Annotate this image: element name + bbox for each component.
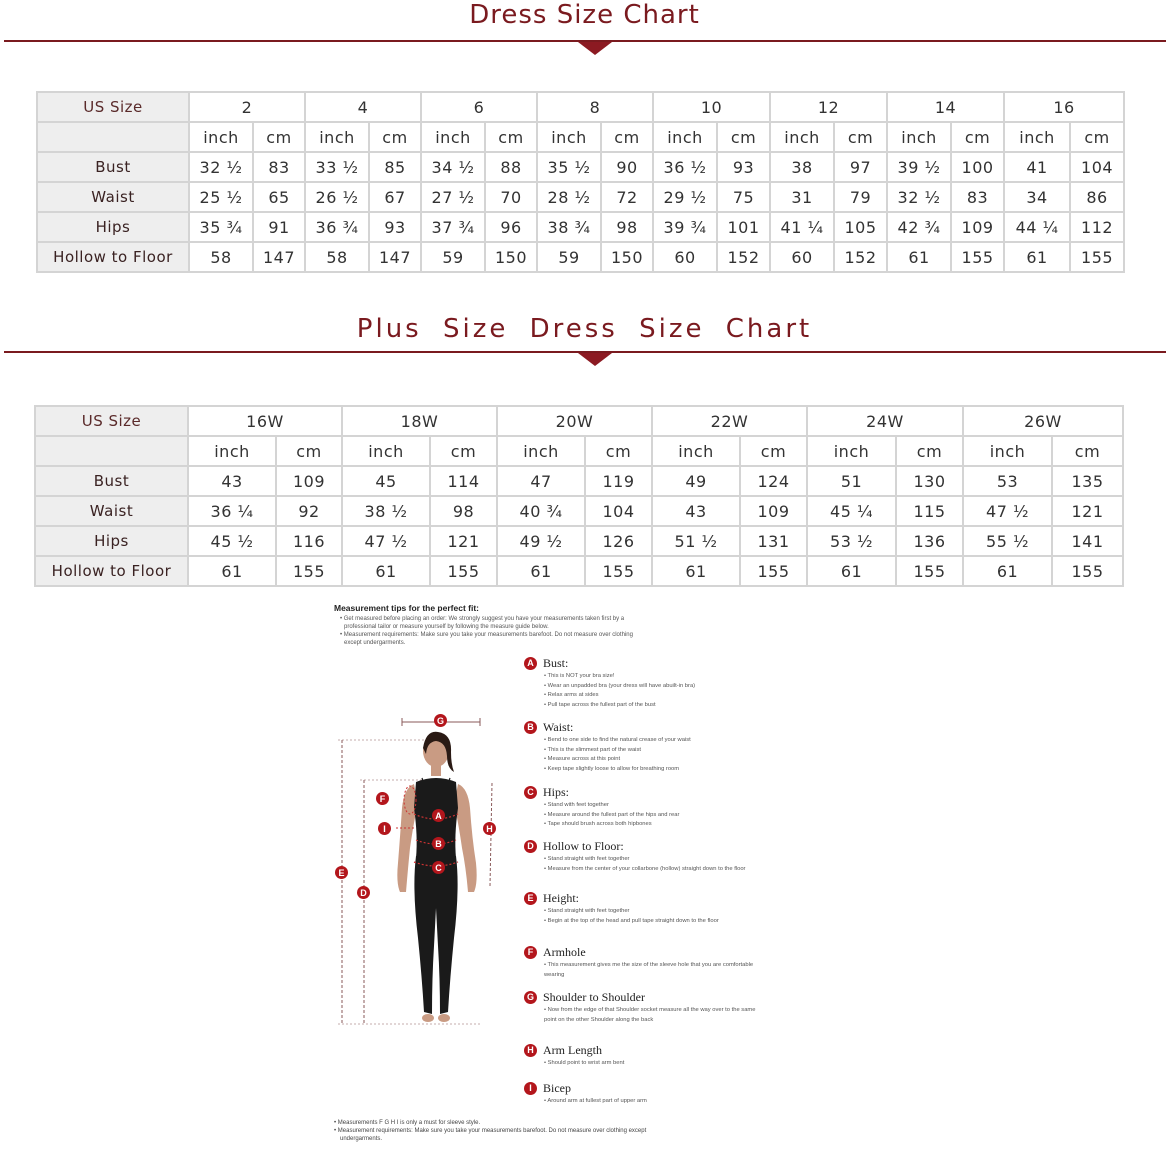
letter-badge-icon: E xyxy=(524,892,537,905)
table-cell: 44 ¼ xyxy=(1004,212,1070,242)
unit-inch: inch xyxy=(421,122,485,152)
size-header: 16W xyxy=(188,406,342,436)
table-cell: 101 xyxy=(717,212,770,242)
table-cell: 34 ½ xyxy=(421,152,485,182)
measurement-note: • Measure around the fullest part of the hips and rear xyxy=(544,811,764,821)
size-header: 12 xyxy=(770,92,887,122)
table-cell: 92 xyxy=(276,496,342,526)
unit-cm: cm xyxy=(253,122,305,152)
table-cell: 109 xyxy=(276,466,342,496)
tips-line: except undergarments. xyxy=(344,640,406,646)
table-row xyxy=(35,526,1123,556)
table-cell: 43 xyxy=(652,496,740,526)
table-cell: 60 xyxy=(653,242,717,272)
table-cell: 38 xyxy=(770,152,834,182)
measurement-item xyxy=(524,656,764,710)
measurement-notes xyxy=(544,672,764,710)
table-cell: 49 xyxy=(652,466,740,496)
footer-line: undergarments. xyxy=(340,1136,383,1142)
table-cell: 47 ½ xyxy=(342,526,430,556)
table-row xyxy=(37,152,1124,182)
table-cell: 61 xyxy=(652,556,740,586)
tips-line: • Get measured before placing an order: We strongly suggest you have your measurements taken first by a xyxy=(340,616,625,622)
table-cell: 85 xyxy=(369,152,421,182)
marker-d-icon: D xyxy=(357,886,370,899)
marker-c-icon: C xyxy=(432,861,445,874)
measurement-note: • Should point to wrist arm bent xyxy=(544,1059,764,1069)
unit-inch: inch xyxy=(189,122,253,152)
measurement-notes xyxy=(544,801,764,830)
table-cell: 136 xyxy=(896,526,963,556)
marker-a-icon: A xyxy=(432,809,445,822)
us-size-header: US Size xyxy=(35,406,188,436)
chart-title: Dress Size Chart xyxy=(469,0,700,30)
marker-b-icon: B xyxy=(432,837,445,850)
unit-cm: cm xyxy=(717,122,770,152)
unit-inch: inch xyxy=(963,436,1052,466)
letter-badge-icon: F xyxy=(524,946,537,959)
unit-row-label xyxy=(35,436,188,466)
body-measurement-figure xyxy=(330,708,520,1030)
table-cell: 104 xyxy=(585,496,652,526)
table-cell: 27 ½ xyxy=(421,182,485,212)
unit-cm: cm xyxy=(896,436,963,466)
footer-notes xyxy=(334,1119,764,1143)
table-cell: 61 xyxy=(963,556,1052,586)
measurement-item xyxy=(524,891,764,926)
measurement-notes xyxy=(544,961,764,980)
measurement-name: Height: xyxy=(543,890,579,905)
row-label: Hips xyxy=(35,526,188,556)
measurement-note: • Measure across at this point xyxy=(544,755,764,765)
unit-cm: cm xyxy=(1070,122,1124,152)
table-cell: 41 xyxy=(1004,152,1070,182)
measurement-note: • Pull tape across the fullest part of the bust xyxy=(544,701,764,711)
table-cell: 96 xyxy=(485,212,537,242)
measurement-title xyxy=(524,891,764,905)
measurement-name: Hollow to Floor: xyxy=(543,838,624,853)
table-cell: 32 ½ xyxy=(887,182,951,212)
unit-row xyxy=(37,122,1124,152)
table-cell: 51 xyxy=(807,466,896,496)
unit-cm: cm xyxy=(485,122,537,152)
table-cell: 100 xyxy=(951,152,1004,182)
table-cell: 61 xyxy=(1004,242,1070,272)
measurement-note: • Now from the edge of that Shoulder socket measure all the way over to the same point on the other Shoulder along the back xyxy=(544,1006,764,1025)
measurement-name: Shoulder to Shoulder xyxy=(543,989,645,1004)
table-cell: 98 xyxy=(430,496,497,526)
table-cell: 35 ½ xyxy=(537,152,601,182)
table-cell: 121 xyxy=(430,526,497,556)
table-cell: 98 xyxy=(601,212,653,242)
row-label: Waist xyxy=(37,182,189,212)
table-cell: 147 xyxy=(253,242,305,272)
marker-f-icon: F xyxy=(376,792,389,805)
table-cell: 29 ½ xyxy=(653,182,717,212)
table-row xyxy=(35,466,1123,496)
table-cell: 38 ½ xyxy=(342,496,430,526)
table-cell: 67 xyxy=(369,182,421,212)
table-cell: 65 xyxy=(253,182,305,212)
measurement-item xyxy=(524,1043,764,1069)
size-header: 10 xyxy=(653,92,770,122)
size-header: 18W xyxy=(342,406,497,436)
table-cell: 35 ¾ xyxy=(189,212,253,242)
measurement-note: • Around arm at fullest part of upper arm xyxy=(544,1097,764,1107)
row-label: Waist xyxy=(35,496,188,526)
table-cell: 155 xyxy=(430,556,497,586)
tips-line: • Measurement requirements: Make sure you take your measurements barefoot. Do not measure over clothing xyxy=(340,632,633,638)
table-cell: 152 xyxy=(717,242,770,272)
measurement-item xyxy=(524,785,764,830)
table-cell: 26 ½ xyxy=(305,182,369,212)
unit-cm: cm xyxy=(601,122,653,152)
table-cell: 93 xyxy=(717,152,770,182)
table-cell: 41 ¼ xyxy=(770,212,834,242)
unit-cm: cm xyxy=(834,122,887,152)
size-header: 22W xyxy=(652,406,807,436)
unit-inch: inch xyxy=(1004,122,1070,152)
table-cell: 147 xyxy=(369,242,421,272)
size-header: 16 xyxy=(1004,92,1124,122)
measurement-name: Bicep xyxy=(543,1080,571,1095)
table-cell: 39 ½ xyxy=(887,152,951,182)
measurement-item xyxy=(524,720,764,774)
table-cell: 83 xyxy=(951,182,1004,212)
table-cell: 109 xyxy=(951,212,1004,242)
measurement-notes xyxy=(544,736,764,774)
table-cell: 39 ¾ xyxy=(653,212,717,242)
table-cell: 60 xyxy=(770,242,834,272)
table-cell: 34 xyxy=(1004,182,1070,212)
unit-cm: cm xyxy=(951,122,1004,152)
measurement-note: • This measurement gives me the size of the sleeve hole that you are comfortable wearing xyxy=(544,961,764,980)
table-cell: 97 xyxy=(834,152,887,182)
table-cell: 43 xyxy=(188,466,276,496)
unit-row xyxy=(35,436,1123,466)
table-cell: 72 xyxy=(601,182,653,212)
table-cell: 90 xyxy=(601,152,653,182)
measurement-title xyxy=(524,656,764,670)
table-cell: 61 xyxy=(188,556,276,586)
woman-silhouette-icon xyxy=(330,708,520,1030)
table-cell: 155 xyxy=(896,556,963,586)
table-cell: 155 xyxy=(951,242,1004,272)
table-cell: 28 ½ xyxy=(537,182,601,212)
unit-inch: inch xyxy=(807,436,896,466)
us-size-header: US Size xyxy=(37,92,189,122)
measurement-title xyxy=(524,785,764,799)
table-row xyxy=(37,242,1124,272)
table-cell: 152 xyxy=(834,242,887,272)
row-label: Hollow to Floor xyxy=(35,556,188,586)
unit-inch: inch xyxy=(497,436,585,466)
measurement-note: • Relax arms at sides xyxy=(544,691,764,701)
size-header: 4 xyxy=(305,92,421,122)
table-cell: 40 ¾ xyxy=(497,496,585,526)
table-cell: 61 xyxy=(807,556,896,586)
table-cell: 155 xyxy=(1052,556,1123,586)
plus-size-table xyxy=(34,405,1124,587)
table-cell: 150 xyxy=(601,242,653,272)
unit-cm: cm xyxy=(276,436,342,466)
table-cell: 51 ½ xyxy=(652,526,740,556)
table-row xyxy=(35,556,1123,586)
table-cell: 45 ½ xyxy=(188,526,276,556)
table-cell: 45 xyxy=(342,466,430,496)
table-cell: 53 xyxy=(963,466,1052,496)
table-cell: 58 xyxy=(305,242,369,272)
unit-inch: inch xyxy=(537,122,601,152)
size-header: 2 xyxy=(189,92,305,122)
table-row xyxy=(37,182,1124,212)
table-cell: 38 ¾ xyxy=(537,212,601,242)
marker-g-icon: G xyxy=(434,714,447,727)
table-cell: 61 xyxy=(497,556,585,586)
measurement-item xyxy=(524,990,764,1025)
table-cell: 36 ½ xyxy=(653,152,717,182)
table-cell: 114 xyxy=(430,466,497,496)
header-row xyxy=(35,406,1123,436)
table-cell: 33 ½ xyxy=(305,152,369,182)
marker-e-icon: E xyxy=(335,866,348,879)
measurement-note: • Begin at the top of the head and pull tape straight down to the floor xyxy=(544,917,764,927)
size-table xyxy=(36,91,1125,273)
measurement-title xyxy=(524,945,764,959)
table-cell: 25 ½ xyxy=(189,182,253,212)
measurement-note: • Bend to one side to find the natural crease of your waist xyxy=(544,736,764,746)
unit-cm: cm xyxy=(369,122,421,152)
measurement-note: • Tape should brush across both hipbones xyxy=(544,820,764,830)
marker-i-icon: I xyxy=(378,822,391,835)
measurement-note: • Stand straight with feet together xyxy=(544,855,764,865)
size-header: 26W xyxy=(963,406,1123,436)
table-cell: 105 xyxy=(834,212,887,242)
unit-inch: inch xyxy=(653,122,717,152)
row-label: Bust xyxy=(37,152,189,182)
unit-inch: inch xyxy=(305,122,369,152)
table-cell: 47 ½ xyxy=(963,496,1052,526)
unit-cm: cm xyxy=(1052,436,1123,466)
row-label: Hips xyxy=(37,212,189,242)
table-cell: 141 xyxy=(1052,526,1123,556)
table-cell: 112 xyxy=(1070,212,1124,242)
table-cell: 93 xyxy=(369,212,421,242)
letter-badge-icon: G xyxy=(524,991,537,1004)
measurement-note: • This is the slimmest part of the waist xyxy=(544,746,764,756)
measurement-note: • Keep tape slightly loose to allow for breathing room xyxy=(544,765,764,775)
unit-inch: inch xyxy=(770,122,834,152)
measurement-name: Hips: xyxy=(543,784,570,799)
table-cell: 36 ¼ xyxy=(188,496,276,526)
table-cell: 58 xyxy=(189,242,253,272)
table-cell: 45 ¼ xyxy=(807,496,896,526)
size-header: 6 xyxy=(421,92,537,122)
unit-cm: cm xyxy=(740,436,807,466)
measurement-title xyxy=(524,1081,764,1095)
table-cell: 61 xyxy=(342,556,430,586)
table-cell: 91 xyxy=(253,212,305,242)
table-cell: 88 xyxy=(485,152,537,182)
measurement-title xyxy=(524,839,764,853)
table-cell: 155 xyxy=(585,556,652,586)
table-cell: 131 xyxy=(740,526,807,556)
measurement-note: • Wear an unpadded bra (your dress will have abuilt-in bra) xyxy=(544,682,764,692)
unit-cm: cm xyxy=(430,436,497,466)
size-header: 14 xyxy=(887,92,1004,122)
table-cell: 36 ¾ xyxy=(305,212,369,242)
measurement-notes xyxy=(544,1059,764,1069)
table-row xyxy=(35,496,1123,526)
letter-badge-icon: B xyxy=(524,721,537,734)
table-cell: 130 xyxy=(896,466,963,496)
table-cell: 75 xyxy=(717,182,770,212)
table-cell: 124 xyxy=(740,466,807,496)
tips-line: professional tailor or measure yourself by following the measure guide below. xyxy=(344,624,549,630)
measurement-item xyxy=(524,839,764,874)
table-cell: 32 ½ xyxy=(189,152,253,182)
measurement-note: • Stand straight with feet together xyxy=(544,907,764,917)
measurement-title xyxy=(524,720,764,734)
measurement-tips xyxy=(334,603,764,647)
table-cell: 53 ½ xyxy=(807,526,896,556)
measurement-item xyxy=(524,945,764,980)
table-cell: 86 xyxy=(1070,182,1124,212)
tips-heading: Measurement tips for the perfect fit: xyxy=(334,603,479,613)
chart-title: Plus Size Dress Size Chart xyxy=(356,314,813,344)
unit-inch: inch xyxy=(887,122,951,152)
table-cell: 119 xyxy=(585,466,652,496)
unit-row-label xyxy=(37,122,189,152)
measurement-note: • This is NOT your bra size! xyxy=(544,672,764,682)
table-cell: 135 xyxy=(1052,466,1123,496)
table-cell: 83 xyxy=(253,152,305,182)
table-cell: 59 xyxy=(537,242,601,272)
unit-inch: inch xyxy=(652,436,740,466)
measurement-notes xyxy=(544,907,764,926)
measurement-name: Bust: xyxy=(543,655,569,670)
table-row xyxy=(37,212,1124,242)
measurement-note: • Measure from the center of your collarbone (hollow) straight down to the floor xyxy=(544,865,764,875)
table-cell: 155 xyxy=(276,556,342,586)
table-cell: 126 xyxy=(585,526,652,556)
table-cell: 47 xyxy=(497,466,585,496)
table-cell: 79 xyxy=(834,182,887,212)
measurement-item xyxy=(524,1081,764,1107)
table-cell: 59 xyxy=(421,242,485,272)
measurement-name: Waist: xyxy=(543,719,574,734)
letter-badge-icon: H xyxy=(524,1044,537,1057)
table-cell: 104 xyxy=(1070,152,1124,182)
table-cell: 155 xyxy=(740,556,807,586)
table-cell: 109 xyxy=(740,496,807,526)
size-header: 24W xyxy=(807,406,963,436)
measurement-notes xyxy=(544,1097,764,1107)
table-cell: 42 ¾ xyxy=(887,212,951,242)
table-cell: 70 xyxy=(485,182,537,212)
table-cell: 155 xyxy=(1070,242,1124,272)
letter-badge-icon: C xyxy=(524,786,537,799)
table-cell: 37 ¾ xyxy=(421,212,485,242)
table-cell: 61 xyxy=(887,242,951,272)
table-cell: 55 ½ xyxy=(963,526,1052,556)
table-cell: 150 xyxy=(485,242,537,272)
measurement-title xyxy=(524,990,764,1004)
table-cell: 49 ½ xyxy=(497,526,585,556)
title-arrow-icon xyxy=(578,42,612,55)
unit-cm: cm xyxy=(585,436,652,466)
letter-badge-icon: I xyxy=(524,1082,537,1095)
unit-inch: inch xyxy=(188,436,276,466)
title-arrow-icon xyxy=(578,353,612,366)
header-row xyxy=(37,92,1124,122)
row-label: Bust xyxy=(35,466,188,496)
measurement-name: Arm Length xyxy=(543,1042,602,1057)
table-cell: 121 xyxy=(1052,496,1123,526)
unit-inch: inch xyxy=(342,436,430,466)
marker-h-icon: H xyxy=(483,822,496,835)
measurement-note: • Stand with feet together xyxy=(544,801,764,811)
footer-line: • Measurement requirements: Make sure you take your measurements barefoot. Do not measure over clothing except xyxy=(334,1128,647,1134)
letter-badge-icon: A xyxy=(524,657,537,670)
table-cell: 31 xyxy=(770,182,834,212)
letter-badge-icon: D xyxy=(524,840,537,853)
measurement-notes xyxy=(544,1006,764,1025)
measurement-title xyxy=(524,1043,764,1057)
row-label: Hollow to Floor xyxy=(37,242,189,272)
size-header: 20W xyxy=(497,406,652,436)
table-cell: 115 xyxy=(896,496,963,526)
footer-line: • Measurements F G H I is only a must for sleeve style. xyxy=(334,1120,481,1126)
measurement-name: Armhole xyxy=(543,944,586,959)
size-header: 8 xyxy=(537,92,653,122)
measurement-notes xyxy=(544,855,764,874)
table-cell: 116 xyxy=(276,526,342,556)
